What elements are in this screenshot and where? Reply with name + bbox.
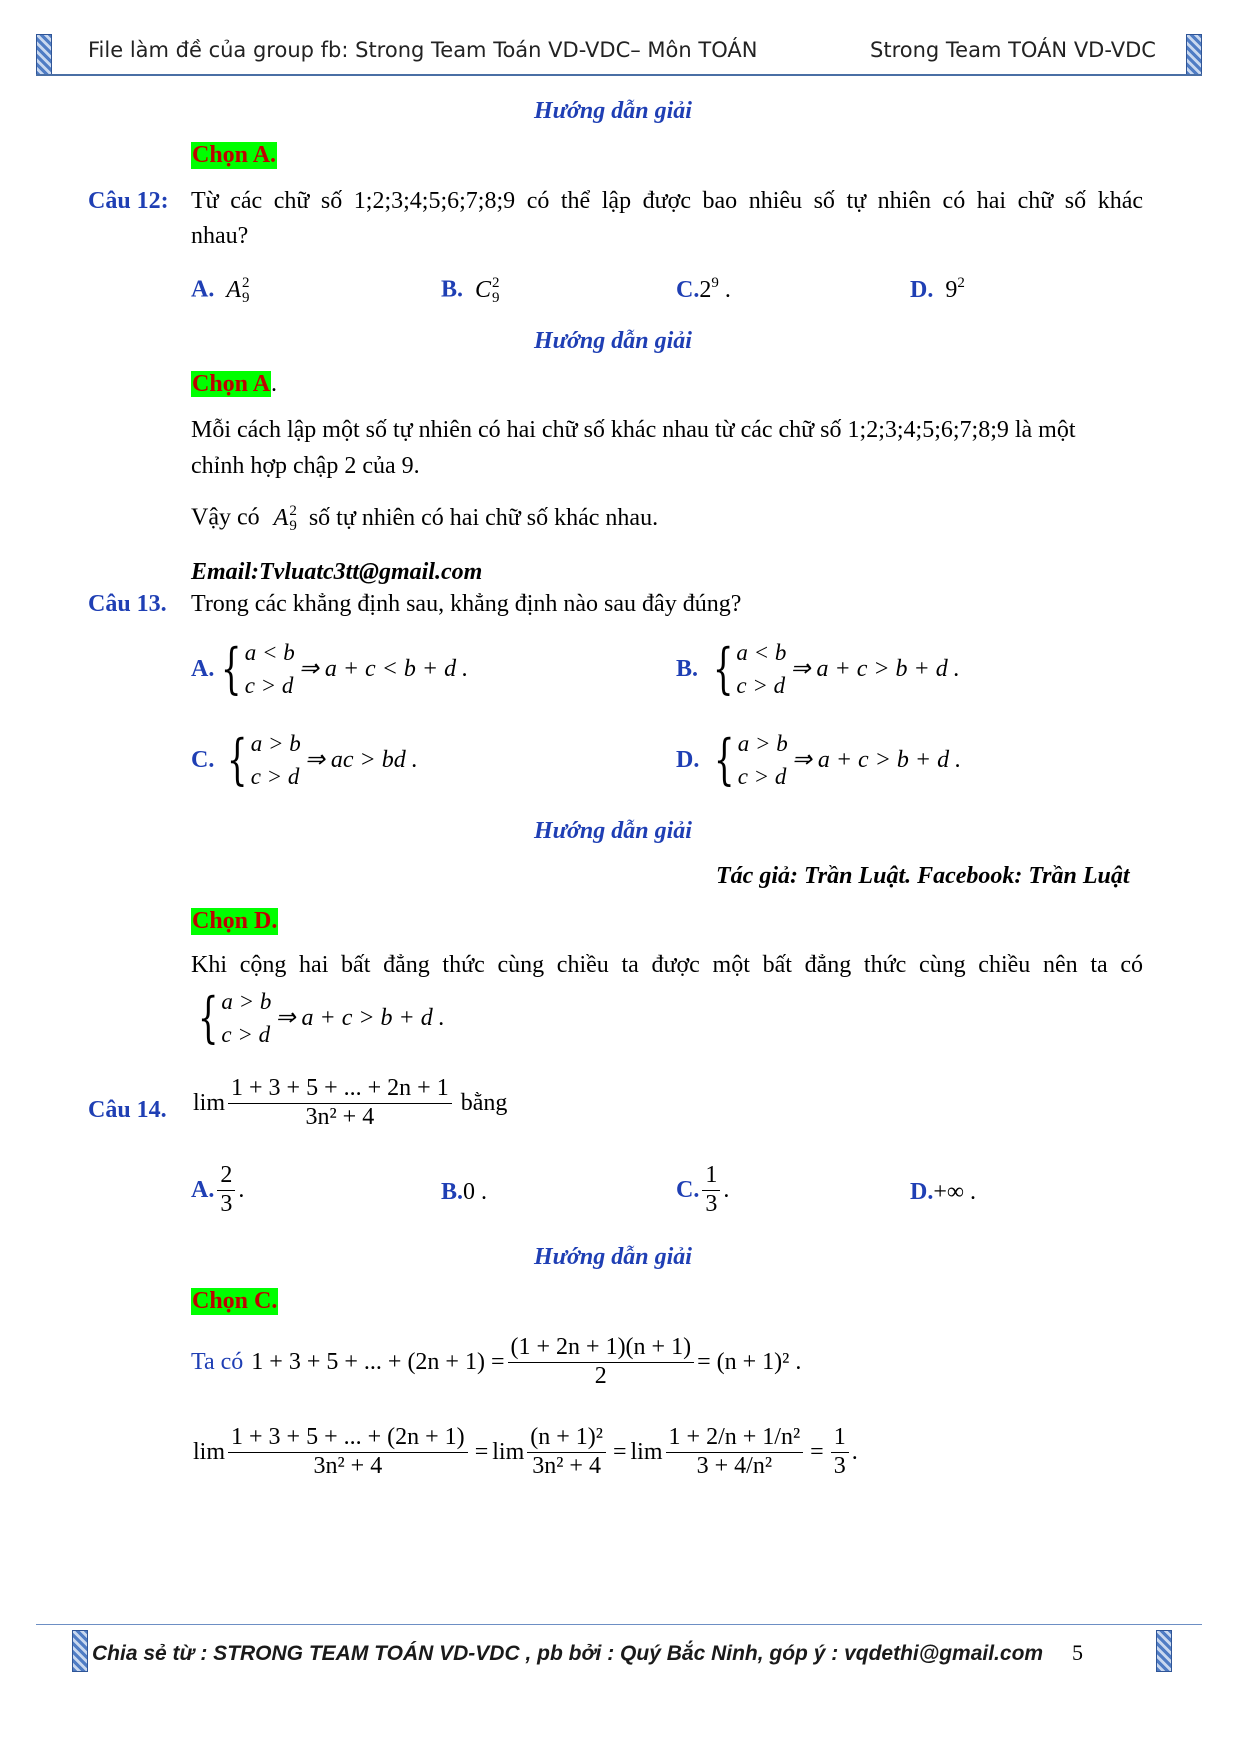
choice-line: Chọn A. — [192, 371, 278, 397]
guide-title: Hướng dẫn giải — [534, 328, 692, 354]
fraction-denominator: 3n² + 4 — [313, 1452, 383, 1479]
system-row: c > d — [221, 1022, 271, 1048]
option-conclusion: ⇒ a + c > b + d . — [790, 656, 960, 683]
conclusion-post: số tự nhiên có hai chữ số khác nhau. — [308, 504, 659, 531]
fraction-denominator: 3 + 4/n² — [696, 1452, 773, 1479]
explanation-text: Mỗi cách lập một số tự nhiên có hai chữ số khác nhau từ các chữ số 1;2;3;4;5;6;7;8;9 là một — [191, 417, 1076, 443]
option-b — [441, 1180, 487, 1204]
option-b — [441, 276, 500, 306]
option-value: 9 — [945, 277, 958, 303]
footer-corner-left-icon — [72, 1630, 88, 1672]
formula-end: . — [851, 1439, 858, 1466]
author-line: Tác giả: Trần Luật. Facebook: Trần Luật — [716, 863, 1130, 889]
limit-chain — [193, 1424, 858, 1480]
question-text: Từ các chữ số 1;2;3;4;5;6;7;8;9 có thể lập được bao nhiêu số tự nhiên có hai chữ số khác — [191, 188, 1143, 214]
header-left-text: File làm đề của group fb: Strong Team Toán VD-VDC– Môn TOÁN — [88, 38, 758, 62]
option-tail: . — [238, 1177, 245, 1204]
system-row: c > d — [250, 764, 300, 790]
option-sup: 2 — [492, 275, 500, 291]
header-rule — [36, 74, 1202, 76]
lim-symbol: lim — [193, 1090, 226, 1117]
sum-rhs: = (n + 1)² . — [697, 1349, 802, 1376]
system-row: a < b — [244, 640, 295, 665]
option-letter: A. — [191, 1177, 215, 1204]
header-corner-left-icon — [36, 34, 52, 76]
conclusion-sub: 9 — [289, 518, 297, 534]
fraction-numerator: (n + 1)² — [527, 1424, 606, 1453]
option-value: 0 . — [463, 1179, 488, 1205]
lim-symbol: lim — [630, 1439, 663, 1466]
page-number: 5 — [1072, 1640, 1083, 1665]
guide-title: Hướng dẫn giải — [534, 1244, 692, 1270]
question-text: Trong các khẳng định sau, khẳng định nào sau đây đúng? — [191, 591, 742, 617]
fraction-denominator: 3n² + 4 — [305, 1103, 375, 1130]
option-tail: . — [723, 1177, 730, 1204]
guide-title: Hướng dẫn giải — [534, 98, 692, 124]
footer-text: Chia sẻ từ : STRONG TEAM TOÁN VD-VDC , pb bởi : Quý Bắc Ninh, góp ý : vqdethi@gmail.com — [92, 1642, 1044, 1665]
option-letter: C. — [676, 277, 700, 303]
explanation-text: chỉnh hợp chập 2 của 9. — [191, 453, 420, 479]
email-line: Email:Tvluatc3tt@gmail.com — [191, 559, 483, 585]
option-value: +∞ . — [933, 1179, 976, 1205]
option-c — [676, 276, 731, 302]
conclusion-sup: 2 — [289, 503, 297, 519]
conclusion-symbol: A — [273, 504, 289, 531]
footer-corner-right-icon — [1156, 1630, 1172, 1672]
option-d: D. { a > b c > d ⇒ a + c > b + d . — [676, 727, 961, 794]
system-row: c > d — [737, 764, 787, 790]
ta-co-label: Ta có — [191, 1349, 244, 1376]
fraction-denominator: 3 — [705, 1190, 718, 1217]
fraction-denominator: 3 — [220, 1190, 233, 1217]
option-sub: 9 — [492, 290, 500, 306]
fraction-numerator: 1 — [831, 1424, 849, 1453]
system-row: a > b — [250, 731, 301, 756]
option-letter: C. — [191, 747, 215, 774]
option-sub: 9 — [242, 290, 250, 306]
fraction-numerator: 1 + 3 + 5 + ... + (2n + 1) — [228, 1424, 468, 1453]
fraction-denominator: 2 — [594, 1362, 607, 1389]
option-value: 2 — [699, 277, 712, 303]
option-d — [910, 1180, 976, 1204]
option-a: A. { a < b c > d ⇒ a + c < b + d . — [191, 636, 468, 703]
option-value: C — [475, 276, 492, 303]
question-formula — [193, 1075, 507, 1131]
option-letter: C. — [676, 1177, 700, 1204]
system-row: a > b — [737, 731, 788, 756]
explanation-system: { a > b c > d ⇒ a + c > b + d . — [191, 985, 445, 1052]
option-a — [191, 276, 250, 306]
fraction-denominator: 3 — [833, 1452, 846, 1479]
choice-answer: Chọn A. — [192, 142, 277, 168]
choice-answer: Chọn C. — [192, 1288, 278, 1314]
conclusion-line — [191, 504, 658, 534]
option-letter: A. — [191, 656, 215, 683]
equals-sign: = — [612, 1439, 627, 1466]
fraction-numerator: 1 + 3 + 5 + ... + 2n + 1 — [228, 1075, 452, 1104]
question-tail: bằng — [460, 1090, 508, 1117]
fraction-numerator: 1 — [702, 1162, 720, 1191]
option-sup: 2 — [957, 275, 965, 291]
system-row: a > b — [221, 989, 272, 1014]
option-b: B. { a < b c > d ⇒ a + c > b + d . — [676, 636, 960, 703]
option-conclusion: ⇒ ac > bd . — [304, 747, 418, 774]
sum-formula — [191, 1334, 801, 1390]
explanation-text: Khi cộng hai bất đẳng thức cùng chiều ta được một bất đẳng thức cùng chiều nên ta có — [191, 952, 1143, 978]
option-letter: D. — [910, 1179, 934, 1205]
question-text: nhau? — [191, 223, 249, 249]
question-label: Câu 13. — [88, 591, 167, 617]
fraction-denominator: 3n² + 4 — [532, 1452, 601, 1479]
option-conclusion: ⇒ a + c < b + d . — [298, 656, 469, 683]
choice-answer: Chọn A — [192, 371, 271, 397]
choice-answer: Chọn D. — [192, 908, 278, 934]
option-conclusion: ⇒ a + c > b + d . — [791, 747, 962, 774]
lim-symbol: lim — [492, 1439, 525, 1466]
equals-sign: = — [810, 1439, 824, 1466]
footer-rule — [36, 1624, 1202, 1625]
fraction-numerator: 2 — [217, 1162, 235, 1191]
option-c: C. { a > b c > d ⇒ ac > bd . — [191, 727, 418, 794]
question-label: Câu 12: — [88, 188, 169, 214]
option-tail: . — [718, 277, 731, 303]
system-row: a < b — [736, 640, 787, 665]
option-letter: B. — [676, 656, 699, 683]
system-row: c > d — [736, 673, 786, 699]
equals-sign: = — [474, 1439, 489, 1466]
lim-symbol: lim — [193, 1439, 226, 1466]
system-row: c > d — [244, 673, 294, 699]
option-value: A — [226, 276, 242, 303]
option-sup: 2 — [242, 275, 250, 291]
header-corner-right-icon — [1186, 34, 1202, 76]
option-c — [676, 1162, 729, 1218]
explanation-conclusion: ⇒ a + c > b + d . — [275, 1005, 445, 1032]
option-letter: A. — [191, 276, 215, 303]
option-letter: D. — [676, 747, 700, 774]
header-right-text: Strong Team TOÁN VD-VDC — [870, 38, 1156, 62]
option-d — [910, 276, 965, 302]
option-sup: 9 — [711, 275, 719, 291]
guide-title: Hướng dẫn giải — [534, 818, 692, 844]
option-letter: B. — [441, 1179, 464, 1205]
question-label: Câu 14. — [88, 1097, 167, 1123]
fraction-numerator: (1 + 2n + 1)(n + 1) — [508, 1334, 695, 1363]
option-a — [191, 1162, 244, 1218]
sum-lhs: 1 + 3 + 5 + ... + (2n + 1) = — [251, 1349, 505, 1376]
option-letter: D. — [910, 277, 934, 303]
option-letter: B. — [441, 276, 464, 303]
conclusion-pre: Vậy có — [191, 504, 260, 531]
fraction-numerator: 1 + 2/n + 1/n² — [666, 1424, 804, 1453]
